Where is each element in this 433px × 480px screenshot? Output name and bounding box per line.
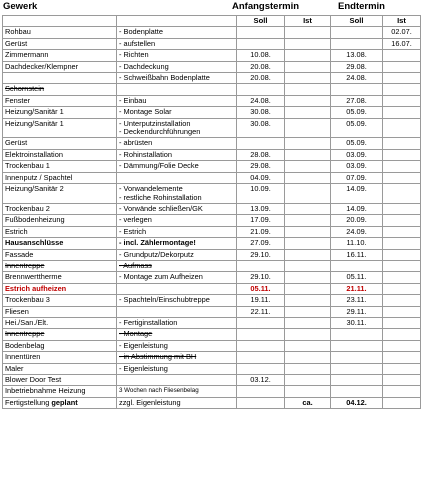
ist-end-cell	[383, 306, 421, 317]
table-row	[3, 363, 421, 374]
trade-cell: Dachdecker/Klempner	[3, 61, 117, 72]
table-row	[3, 184, 421, 204]
trade-cell: Fußbodenheizung	[3, 215, 117, 226]
soll-start-cell: 27.09.	[237, 238, 285, 249]
ist-end-cell	[383, 397, 421, 408]
col-header-task	[117, 16, 237, 27]
table-row	[3, 375, 421, 386]
trade-cell: Gerüst	[3, 138, 117, 149]
soll-start-cell	[237, 27, 285, 38]
table-row	[3, 84, 421, 95]
ist-end-cell	[383, 107, 421, 118]
trade-cell: Heizung/Sanitär 2	[3, 184, 117, 204]
ist-start-cell	[285, 27, 331, 38]
ist-start-cell	[285, 226, 331, 237]
task-cell	[117, 306, 237, 317]
ist-end-cell	[383, 138, 421, 149]
task-cell: - Fertiginstallation	[117, 317, 237, 328]
task-cell: zzgl. Eigenleistung	[117, 397, 237, 408]
task-cell: - in Abstimmung mit BH	[117, 352, 237, 363]
soll-start-cell: 20.08.	[237, 61, 285, 72]
trade-cell: Maler	[3, 363, 117, 374]
header-anfangstermin: Anfangstermin	[232, 1, 300, 12]
soll-start-cell: 29.10.	[237, 272, 285, 283]
ist-end-cell	[383, 61, 421, 72]
table-row	[3, 283, 421, 294]
soll-start-cell	[237, 329, 285, 340]
trade-cell: Trockenbau 1	[3, 161, 117, 172]
trade-cell: Schornstein	[3, 84, 117, 95]
soll-end-cell: 07.09.	[331, 172, 383, 183]
soll-start-cell: 20.08.	[237, 73, 285, 84]
table-row	[3, 118, 421, 138]
header-gewerk: Gewerk	[3, 1, 38, 12]
soll-start-cell: 10.08.	[237, 50, 285, 61]
table-row	[3, 306, 421, 317]
soll-start-cell: 29.10.	[237, 249, 285, 260]
soll-end-cell: 05.09.	[331, 138, 383, 149]
ist-end-cell	[383, 184, 421, 204]
trade-cell	[3, 397, 117, 408]
header-endtermin: Endtermin	[338, 1, 385, 12]
table-row	[3, 397, 421, 408]
soll-end-cell: 27.08.	[331, 95, 383, 106]
soll-start-cell	[237, 84, 285, 95]
schedule-body	[3, 16, 421, 409]
ist-end-cell	[383, 226, 421, 237]
soll-end-cell	[331, 386, 383, 397]
table-row	[3, 149, 421, 160]
ist-end-cell	[383, 352, 421, 363]
ist-end-cell	[383, 118, 421, 138]
soll-start-cell: 30.08.	[237, 107, 285, 118]
task-cell: - Grundputz/Dekorputz	[117, 249, 237, 260]
col-header-soll-end: Soll	[331, 16, 383, 27]
soll-end-cell	[331, 340, 383, 351]
trade-cell	[3, 73, 117, 84]
task-cell: - Einbau	[117, 95, 237, 106]
ist-start-cell	[285, 184, 331, 204]
trade-cell: Innentüren	[3, 352, 117, 363]
trade-cell: Inbetriebnahme Heizung	[3, 386, 117, 397]
task-cell	[117, 283, 237, 294]
ist-end-cell	[383, 249, 421, 260]
soll-start-cell: 19.11.	[237, 295, 285, 306]
table-row	[3, 317, 421, 328]
table-row	[3, 238, 421, 249]
ist-end-cell	[383, 295, 421, 306]
ist-end-cell	[383, 329, 421, 340]
ist-end-cell: 16.07.	[383, 38, 421, 49]
ist-end-cell	[383, 340, 421, 351]
soll-end-cell: 03.09.	[331, 149, 383, 160]
soll-end-cell: 14.09.	[331, 184, 383, 204]
soll-end-cell: 14.09.	[331, 203, 383, 214]
trade-cell: Rohbau	[3, 27, 117, 38]
task-cell: - abrüsten	[117, 138, 237, 149]
soll-end-cell	[331, 38, 383, 49]
ist-start-cell	[285, 107, 331, 118]
soll-start-cell	[237, 38, 285, 49]
ist-start-cell	[285, 38, 331, 49]
trade-cell: Gerüst	[3, 38, 117, 49]
soll-end-cell: 21.11.	[331, 283, 383, 294]
trade-cell: Innentreppe	[3, 329, 117, 340]
ist-start-cell	[285, 375, 331, 386]
ist-start-cell	[285, 329, 331, 340]
table-row	[3, 161, 421, 172]
soll-end-cell: 29.11.	[331, 306, 383, 317]
ist-start-cell	[285, 260, 331, 271]
task-cell: - Spachteln/Einschubtreppe	[117, 295, 237, 306]
trade-cell: Estrich aufheizen	[3, 283, 117, 294]
trade-cell: Zimmermann	[3, 50, 117, 61]
ist-start-cell	[285, 352, 331, 363]
task-cell	[117, 184, 237, 204]
soll-end-cell: 30.11.	[331, 317, 383, 328]
task-cell: - Dachdeckung	[117, 61, 237, 72]
table-row	[3, 172, 421, 183]
task-cell: 3 Wochen nach Fliesenbelag	[117, 386, 237, 397]
ist-end-cell	[383, 260, 421, 271]
ist-end-cell	[383, 84, 421, 95]
ist-start-cell	[285, 306, 331, 317]
soll-end-cell: 23.11.	[331, 295, 383, 306]
soll-start-cell: 24.08.	[237, 95, 285, 106]
task-cell: - Vorwände schließen/GK	[117, 203, 237, 214]
trade-cell: Fassade	[3, 249, 117, 260]
soll-end-cell: 03.09.	[331, 161, 383, 172]
soll-start-cell	[237, 352, 285, 363]
table-row	[3, 215, 421, 226]
soll-start-cell: 22.11.	[237, 306, 285, 317]
soll-end-cell: 11.10.	[331, 238, 383, 249]
ist-start-cell: ca.	[285, 397, 331, 408]
ist-end-cell	[383, 172, 421, 183]
table-row	[3, 203, 421, 214]
ist-start-cell	[285, 161, 331, 172]
table-row	[3, 329, 421, 340]
soll-start-cell: 17.09.	[237, 215, 285, 226]
task-cell	[117, 84, 237, 95]
soll-end-cell: 04.12.	[331, 397, 383, 408]
ist-start-cell	[285, 95, 331, 106]
ist-end-cell	[383, 73, 421, 84]
soll-end-cell	[331, 84, 383, 95]
soll-end-cell: 05.09.	[331, 107, 383, 118]
ist-end-cell	[383, 161, 421, 172]
ist-start-cell	[285, 203, 331, 214]
task-cell: - Schweißbahn Bodenplatte	[117, 73, 237, 84]
table-row	[3, 38, 421, 49]
task-cell: - Richten	[117, 50, 237, 61]
ist-start-cell	[285, 283, 331, 294]
trade-cell: Fliesen	[3, 306, 117, 317]
task-cell	[117, 118, 237, 138]
col-header-ist-start: Ist	[285, 16, 331, 27]
table-row	[3, 107, 421, 118]
ist-start-cell	[285, 238, 331, 249]
ist-end-cell	[383, 238, 421, 249]
task-cell: - incl. Zählermontage!	[117, 238, 237, 249]
ist-start-cell	[285, 118, 331, 138]
ist-end-cell	[383, 375, 421, 386]
ist-end-cell	[383, 386, 421, 397]
ist-end-cell	[383, 215, 421, 226]
table-row	[3, 226, 421, 237]
soll-end-cell: 20.09.	[331, 215, 383, 226]
ist-end-cell	[383, 95, 421, 106]
ist-start-cell	[285, 50, 331, 61]
ist-start-cell	[285, 149, 331, 160]
trade-cell: Trockenbau 2	[3, 203, 117, 214]
soll-end-cell: 16.11.	[331, 249, 383, 260]
task-cell: - Bodenplatte	[117, 27, 237, 38]
soll-start-cell	[237, 340, 285, 351]
trade-cell: Estrich	[3, 226, 117, 237]
ist-end-cell	[383, 283, 421, 294]
soll-start-cell: 30.08.	[237, 118, 285, 138]
trade-cell: Trockenbau 3	[3, 295, 117, 306]
soll-end-cell: 24.09.	[331, 226, 383, 237]
trade-bold-text: geplant	[51, 397, 78, 407]
table-row	[3, 260, 421, 271]
soll-start-cell	[237, 397, 285, 408]
table-row	[3, 138, 421, 149]
task-cell	[117, 172, 237, 183]
task-cell	[117, 375, 237, 386]
table-row	[3, 27, 421, 38]
trade-cell: Hausanschlüsse	[3, 238, 117, 249]
ist-start-cell	[285, 61, 331, 72]
soll-start-cell	[237, 260, 285, 271]
task-cell: - Dämmung/Folie Decke	[117, 161, 237, 172]
soll-start-cell	[237, 138, 285, 149]
ist-start-cell	[285, 73, 331, 84]
task-cell: - verlegen	[117, 215, 237, 226]
soll-end-cell	[331, 352, 383, 363]
ist-start-cell	[285, 172, 331, 183]
task-cell: - Montage Solar	[117, 107, 237, 118]
trade-cell: Elektroinstallation	[3, 149, 117, 160]
soll-start-cell: 29.08.	[237, 161, 285, 172]
trade-cell: Bodenbelag	[3, 340, 117, 351]
soll-start-cell: 10.09.	[237, 184, 285, 204]
ist-start-cell	[285, 295, 331, 306]
soll-start-cell	[237, 317, 285, 328]
trade-cell: Heizung/Sanitär 1	[3, 118, 117, 138]
ist-end-cell	[383, 203, 421, 214]
ist-start-cell	[285, 272, 331, 283]
table-row	[3, 272, 421, 283]
ist-end-cell	[383, 363, 421, 374]
ist-end-cell	[383, 50, 421, 61]
col-header-ist-end: Ist	[383, 16, 421, 27]
soll-start-cell: 05.11.	[237, 283, 285, 294]
soll-end-cell	[331, 260, 383, 271]
table-row	[3, 249, 421, 260]
soll-end-cell	[331, 27, 383, 38]
ist-start-cell	[285, 138, 331, 149]
ist-end-cell: 02.07.	[383, 27, 421, 38]
table-row	[3, 295, 421, 306]
soll-end-cell: 13.08.	[331, 50, 383, 61]
ist-start-cell	[285, 363, 331, 374]
trade-cell: Hei./San./Elt.	[3, 317, 117, 328]
soll-start-cell: 21.09.	[237, 226, 285, 237]
soll-start-cell	[237, 363, 285, 374]
soll-start-cell	[237, 386, 285, 397]
soll-end-cell: 29.08.	[331, 61, 383, 72]
soll-end-cell	[331, 375, 383, 386]
table-row	[3, 340, 421, 351]
table-row	[3, 50, 421, 61]
ist-end-cell	[383, 317, 421, 328]
soll-end-cell	[331, 363, 383, 374]
task-cell: - Aufmass	[117, 260, 237, 271]
ist-end-cell	[383, 149, 421, 160]
ist-start-cell	[285, 249, 331, 260]
task-cell: - aufstellen	[117, 38, 237, 49]
soll-end-cell	[331, 329, 383, 340]
table-row	[3, 73, 421, 84]
soll-end-cell: 05.09.	[331, 118, 383, 138]
soll-start-cell: 03.12.	[237, 375, 285, 386]
trade-text: Fertigstellung	[5, 397, 52, 407]
soll-start-cell: 13.09.	[237, 203, 285, 214]
soll-start-cell: 04.09.	[237, 172, 285, 183]
trade-cell: Heizung/Sanitär 1	[3, 107, 117, 118]
trade-cell: Innentreppe	[3, 260, 117, 271]
table-row	[3, 352, 421, 363]
task-cell: - Eigenleistung	[117, 363, 237, 374]
task-cell: - Rohinstallation	[117, 149, 237, 160]
soll-end-cell: 24.08.	[331, 73, 383, 84]
task-line: - Vorwandelemente	[119, 184, 183, 194]
task-line: - Deckendurchführungen	[119, 127, 201, 137]
col-header-trade	[3, 16, 117, 27]
task-cell: - Estrich	[117, 226, 237, 237]
task-line: - restliche Rohinstallation	[119, 192, 202, 202]
column-header-row	[3, 16, 421, 27]
task-cell: - Eigenleistung	[117, 340, 237, 351]
ist-start-cell	[285, 340, 331, 351]
schedule-table	[2, 15, 421, 409]
soll-start-cell: 28.08.	[237, 149, 285, 160]
soll-end-cell: 05.11.	[331, 272, 383, 283]
table-row	[3, 61, 421, 72]
task-cell: - Montage zum Aufheizen	[117, 272, 237, 283]
header-row	[0, 0, 433, 16]
ist-start-cell	[285, 386, 331, 397]
ist-start-cell	[285, 215, 331, 226]
ist-start-cell	[285, 317, 331, 328]
trade-cell: Innenputz / Spachtel	[3, 172, 117, 183]
task-line: - Unterputzinstallation	[119, 118, 191, 128]
trade-cell: Blower Door Test	[3, 375, 117, 386]
table-row	[3, 95, 421, 106]
col-header-soll-start: Soll	[237, 16, 285, 27]
table-row	[3, 386, 421, 397]
trade-cell: Brennwerttherme	[3, 272, 117, 283]
ist-end-cell	[383, 272, 421, 283]
ist-start-cell	[285, 84, 331, 95]
trade-cell: Fenster	[3, 95, 117, 106]
task-cell: - Montage	[117, 329, 237, 340]
